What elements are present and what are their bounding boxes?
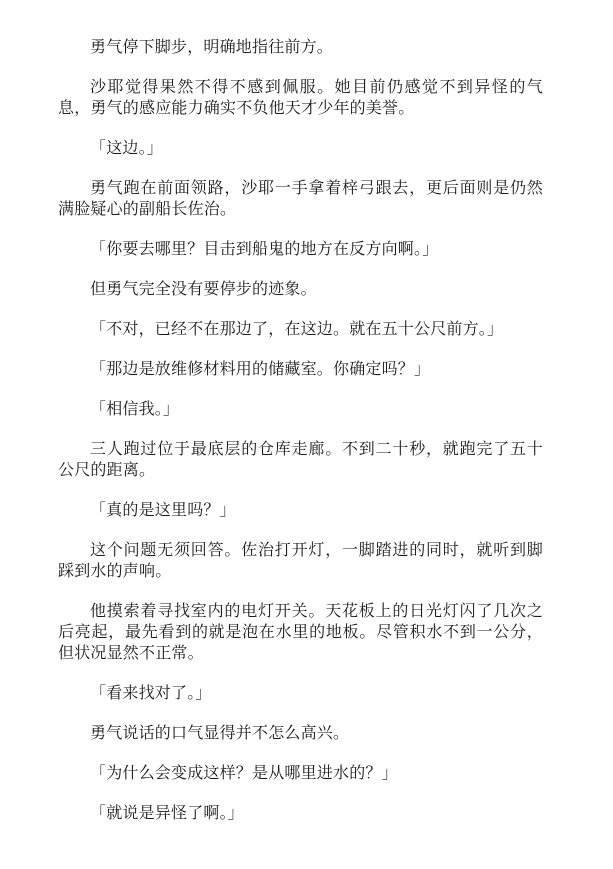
paragraph-2: 沙耶觉得果然不得不感到佩服。她目前仍感觉不到异怪的气息，勇气的感应能力确实不负他天才少年的美誉。 — [58, 77, 543, 117]
paragraph-11: 「真的是这里吗？」 — [90, 500, 236, 519]
paragraph-6: 但勇气完全没有要停步的迹象。 — [90, 279, 317, 298]
paragraph-14: 「看来找对了。」 — [90, 683, 212, 702]
paragraph-17: 「就说是异怪了啊。」 — [90, 803, 245, 822]
paragraph-12: 这个问题无须回答。佐治打开灯，一脚踏进的同时，就听到脚踩到水的声响。 — [58, 540, 543, 580]
paragraph-8: 「那边是放维修材料用的储藏室。你确定吗？」 — [90, 359, 431, 378]
paragraph-4: 勇气跑在前面领路，沙耶一手拿着梓弓跟去，更后面则是仍然满脸疑心的副船长佐治。 — [58, 178, 543, 218]
paragraph-16: 「为什么会变成这样？是从哪里进水的？」 — [90, 763, 398, 782]
paragraph-15: 勇气说话的口气显得并不怎么高兴。 — [90, 723, 350, 742]
paragraph-3: 「这边。」 — [90, 138, 164, 157]
paragraph-1: 勇气停下脚步，明确地指往前方。 — [90, 37, 334, 56]
paragraph-5: 「你要去哪里？目击到船鬼的地方在反方向啊。」 — [90, 239, 439, 258]
paragraph-9: 「相信我。」 — [90, 399, 180, 418]
paragraph-13: 他摸索着寻找室内的电灯开关。天花板上的日光灯闪了几次之后亮起，最先看到的就是泡在水里的地板。尽管积水不到一公分，但状况显然不正常。 — [58, 601, 543, 662]
paragraph-10: 三人跑过位于最底层的仓库走廊。不到二十秒，就跑完了五十公尺的距离。 — [58, 439, 543, 479]
paragraph-7: 「不对，已经不在那边了，在这边。就在五十公尺前方。」 — [90, 319, 504, 338]
